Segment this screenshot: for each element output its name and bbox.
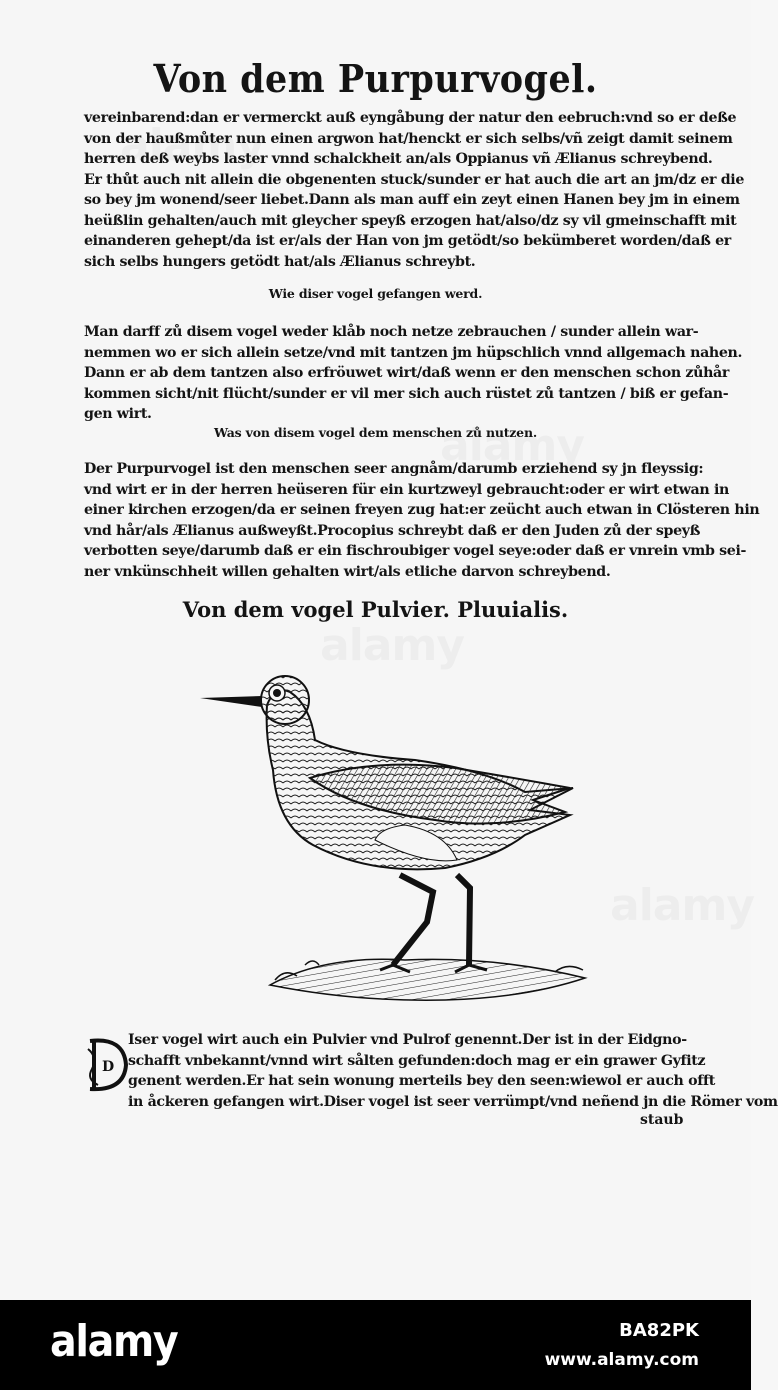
text-line: heüßlin gehalten/auch mit gleycher speyß erzogen hat/also/dz sy vil gmeinschafft mit [84, 212, 737, 229]
text-line: in åckeren gefangen wirt.Diser vogel ist seer verrümpt/vnd neñend jn die Römer vom [128, 1093, 778, 1110]
text-line: einer kirchen erzogen/da er seinen freyen zug hat:er zeücht auch etwan in Clösteren hin [84, 502, 760, 518]
section-title-pluvier: Von dem vogel Pulvier. Pluuialis. [182, 597, 569, 622]
text-line: Man darff zů disem vogel weder klåb noch netze zebrauchen / sunder allein war- [84, 324, 699, 340]
page-title: Von dem Purpurvogel. [153, 56, 598, 101]
text-line: vereinbarend:dan er vermerckt auß eyngåbung der natur den eebruch:vnd so er deße [84, 110, 737, 126]
bird-woodcut-icon [195, 660, 595, 1020]
text-line: sich selbs hungers getödt hat/als Ælianus schreybt. [84, 253, 476, 270]
subheading-usefulness: Was von disem vogel dem menschen zů nutzen. [214, 425, 537, 440]
alamy-logo: alamy [50, 1316, 178, 1367]
text-line: Dann er ab dem tantzen also erfröuwet wirt/daß wenn er den menschen schon zůhår [84, 365, 730, 381]
text-line: einanderen gehept/da ist er/als der Han von jm getödt/so bekümberet worden/daß er [84, 233, 731, 249]
site-url: www.alamy.com [544, 1350, 699, 1370]
paragraph-usefulness [84, 459, 760, 582]
text-line: vnd wirt er in der herren heüseren für ein kurtzweyl gebraucht:oder er wirt etwan in [84, 481, 729, 498]
paragraph-capture [84, 322, 743, 425]
text-line: verbotten seye/darumb daß er ein fischroubiger vogel seye:oder daß er vnrein vmb sei- [84, 543, 747, 559]
catchword: staub [640, 1112, 684, 1128]
watermark [610, 880, 754, 931]
text-line: Der Purpurvogel ist den menschen seer angnåm/darumb erziehend sy jn fleyssig: [84, 461, 704, 477]
text-line: so bey jm wonend/seer liebet.Dann als man auff ein zeyt einen Hanen bey jm in einem [84, 192, 740, 208]
paragraph-purpurvogel-nature [84, 108, 745, 272]
text-line: nemmen wo er sich allein setze/vnd mit tantzen jm hüpschlich vnnd allgemach nahen. [84, 344, 743, 361]
text-line: Iser vogel wirt auch ein Pulvier vnd Pulrof genennt.Der ist in der Eidgno- [128, 1032, 687, 1048]
text-line: Er thůt auch nit allein die obgenenten stuck/sunder er hat auch die art an jm/dz er die [84, 171, 745, 188]
text-line: vnd hår/als Ælianus außweyßt.Procopius schreybt daß er den Juden zů der speyß [84, 522, 701, 539]
text-line: herren deß weybs laster vnnd schalckheit an/als Oppianus vñ Ælianus schreybend. [84, 151, 713, 167]
text-line: ner vnkünschheit willen gehalten wirt/als etliche darvon schreybend. [84, 563, 611, 580]
dropcap-glyph: D [102, 1059, 115, 1075]
image-id: BA82PK [619, 1320, 699, 1341]
text-line: kommen sicht/nit flücht/sunder er vil mer sich auch rüstet zů tantzen / biß er gefan- [84, 385, 729, 402]
text-line: von der haußmůter nun einen argwon hat/henckt er sich selbs/vñ zeigt damit seinem [84, 130, 733, 147]
dropcap-letter [84, 1035, 128, 1093]
subheading-capture: Wie diser vogel gefangen werd. [268, 286, 483, 301]
text-line: schafft vnbekannt/vnnd wirt sålten gefunden:doch mag er ein grawer Gyfitz [128, 1052, 706, 1069]
paragraph-pluvier [128, 1030, 778, 1112]
text-line: gen wirt. [84, 406, 152, 422]
text-line: genent werden.Er hat sein wonung merteils bey den seen:wiewol er auch offt [128, 1073, 715, 1089]
